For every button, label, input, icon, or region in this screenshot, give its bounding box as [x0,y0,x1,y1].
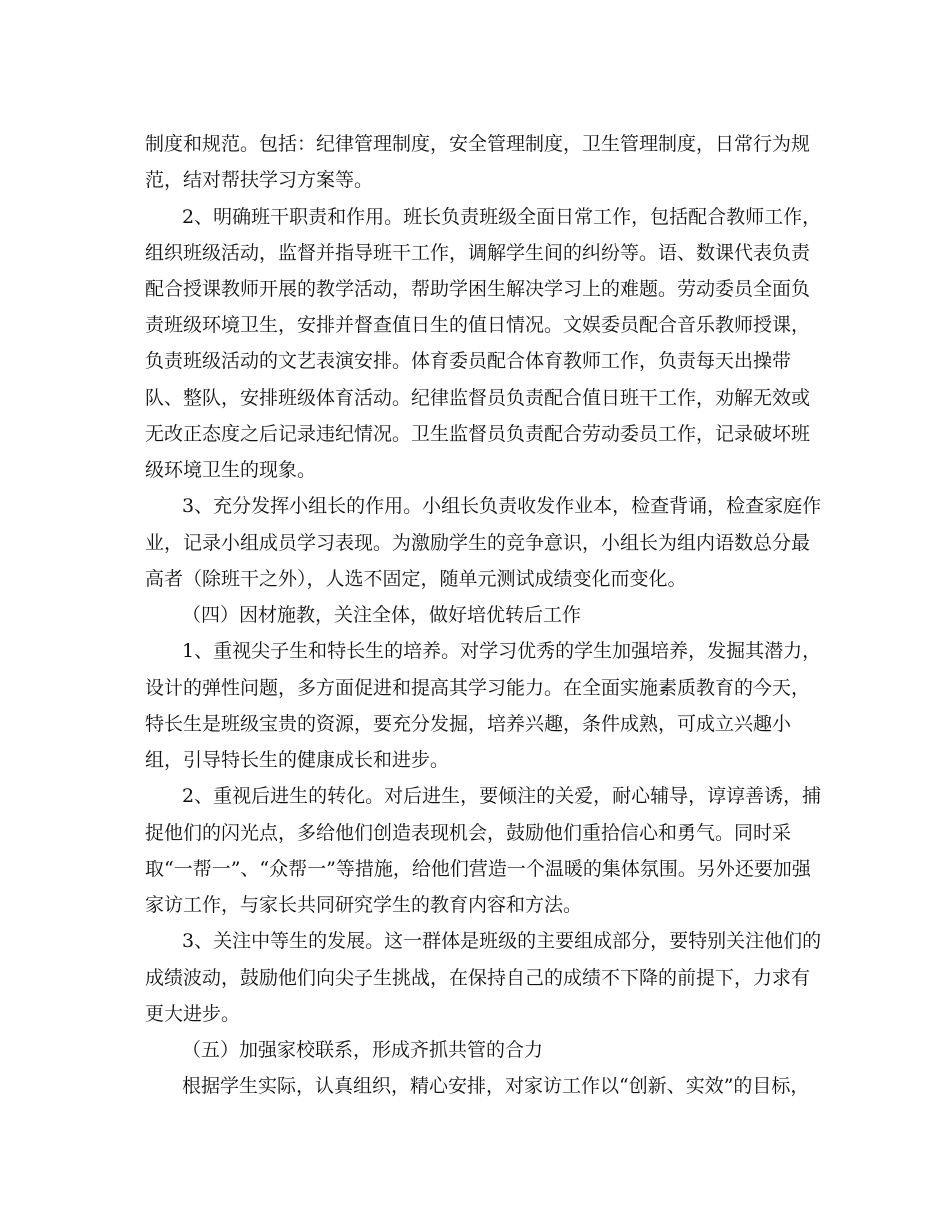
text-line: 业，记录小组成员学习表现。为激励学生的竞争意识，小组长为组内语数总分最 [145,532,811,554]
text-line: 2、重视后进生的转化。对后进生，要倾注的关爱，耐心辅导，谆谆善诱，捕 [182,785,822,807]
text-line: 更大进步。 [145,1003,241,1025]
text-line: 级环境卫生的现象。 [145,459,317,481]
section-heading: （五）加强家校联系，形成齐抓共管的合力 [182,1039,544,1061]
text-line: 组，引导特长生的健康成长和进步。 [145,749,450,771]
text-line: 根据学生实际，认真组织，精心安排，对家访工作以“创新、实效”的目标， [182,1075,810,1097]
text-line: 2、明确班干职责和作用。班长负责班级全面日常工作，包括配合教师工作， [182,206,822,228]
text-line: 取“一帮一”、“众帮一”等措施，给他们营造一个温暖的集体氛围。另外还要加强 [145,858,811,880]
text-line: 3、关注中等生的发展。这一群体是班级的主要组成部分，要特别关注他们的 [182,930,822,952]
text-line: 3、充分发挥小组长的作用。小组长负责收发作业本，检查背诵，检查家庭作 [182,495,822,517]
text-line: 范，结对帮扶学习方案等。 [145,169,374,191]
text-line: 制度和规范。包括：纪律管理制度，安全管理制度，卫生管理制度，日常行为规 [145,133,811,155]
text-line: 责班级环境卫生，安排并督查值日生的值日情况。文娱委员配合音乐教师授课， [145,314,811,336]
text-line: 队、整队，安排班级体育活动。纪律监督员负责配合值日班干工作，劝解无效或 [145,387,811,409]
text-line: 组织班级活动，监督并指导班干工作，调解学生间的纠纷等。语、数课代表负责 [145,242,811,264]
text-line: 负责班级活动的文艺表演安排。体育委员配合体育教师工作，负责每天出操带 [145,350,792,372]
text-line: 无改正态度之后记录违纪情况。卫生监督员负责配合劳动委员工作，记录破坏班 [145,423,811,445]
section-heading: （四）因材施教，关注全体，做好培优转后工作 [182,604,582,626]
text-line: 捉他们的闪光点，多给他们创造表现机会，鼓励他们重拾信心和勇气。同时采 [145,822,792,844]
text-line: 特长生是班级宝贵的资源，要充分发掘，培养兴趣，条件成熟，可成立兴趣小 [145,713,792,735]
text-line: 高者（除班干之外），人选不固定，随单元测试成绩变化而变化。 [145,568,687,590]
text-line: 配合授课教师开展的教学活动，帮助学困生解决学习上的难题。劳动委员全面负 [145,278,811,300]
text-line: 设计的弹性问题，多方面促进和提高其学习能力。在全面实施素质教育的今天， [145,677,811,699]
text-line: 1、重视尖子生和特长生的培养。对学习优秀的学生加强培养，发掘其潜力， [182,640,822,662]
text-line: 成绩波动，鼓励他们向尖子生挑战，在保持自己的成绩不下降的前提下，力求有 [145,967,811,989]
text-line: 家访工作，与家长共同研究学生的教育内容和方法。 [145,894,583,916]
